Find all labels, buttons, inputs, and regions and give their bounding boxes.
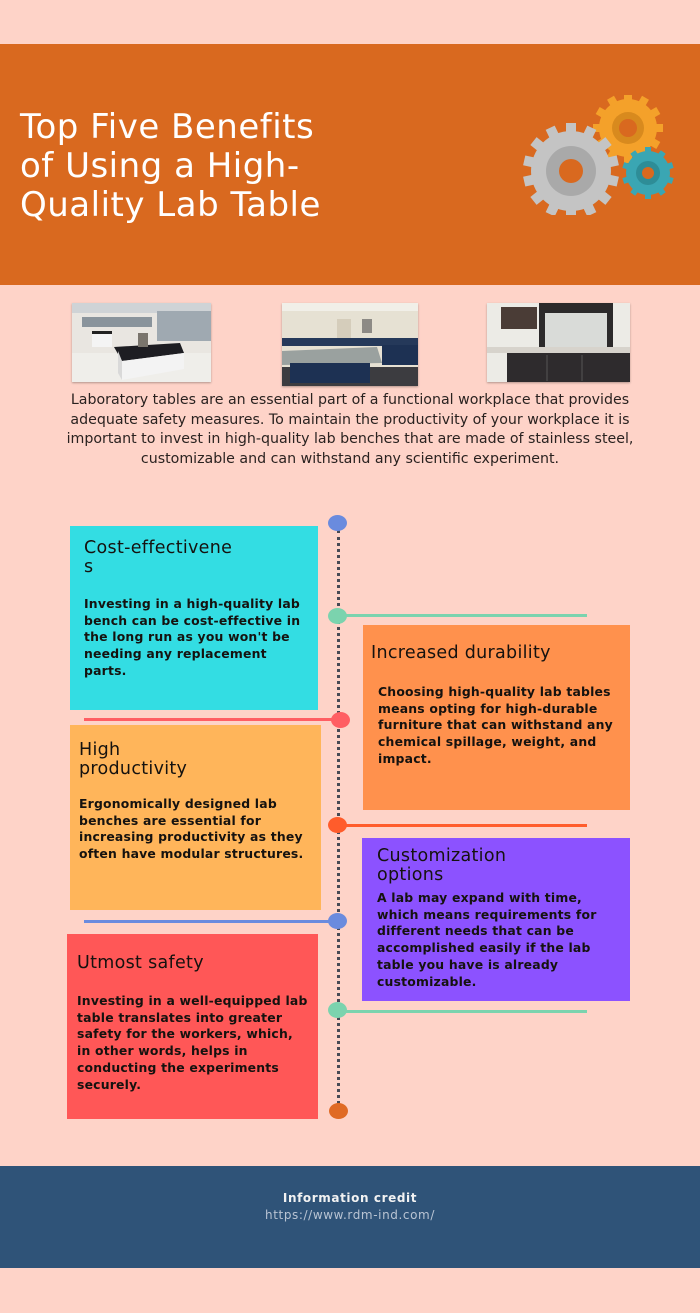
- benefit-card-productivity: [70, 725, 321, 910]
- gear-tooth: [645, 193, 651, 199]
- gear-tooth: [566, 123, 576, 133]
- timeline-dot: [331, 712, 350, 728]
- connector-line: [345, 1010, 587, 1013]
- timeline-dot: [328, 913, 347, 929]
- benefit-text: Investing in a high-quality lab bench can be cost-effective in the long run as you won't be needing any replacement parts.: [84, 596, 301, 678]
- title-line: productivity: [79, 759, 188, 779]
- benefit-title: Increased durability: [371, 643, 551, 663]
- timeline-dot: [328, 515, 347, 531]
- gear-tooth: [645, 147, 651, 153]
- gear-tooth: [566, 209, 576, 215]
- timeline-dot: [328, 817, 347, 833]
- timeline-dot: [328, 608, 347, 624]
- benefit-title: Utmost safety: [77, 953, 204, 973]
- page-title: [20, 108, 520, 225]
- benefit-title: Cost-effectivenes: [84, 538, 233, 577]
- connector-line: [84, 920, 336, 923]
- title-line: of Using a High-: [20, 146, 300, 186]
- connector-line: [345, 824, 587, 827]
- title-line: Customization: [377, 846, 507, 866]
- footer-banner: [0, 1166, 700, 1268]
- gear-tooth: [624, 95, 632, 101]
- title-line: Quality Lab Table: [20, 185, 321, 225]
- benefit-card-durability: [363, 625, 630, 810]
- timeline-dot: [329, 1103, 348, 1119]
- benefit-title: [377, 847, 615, 885]
- benefit-text: A lab may expand with time, which means requirements for different needs that can be accomplished easily if the lab table you have is already customizable.: [377, 890, 597, 989]
- title-line: options: [377, 865, 444, 885]
- fume-hood-photo: [487, 303, 630, 382]
- benefit-card-safety: [67, 934, 318, 1119]
- benefit-card-customization: [362, 838, 630, 1001]
- connector-line: [345, 614, 587, 617]
- benefit-card-cost-effectiveness: [70, 526, 318, 710]
- benefit-text: Investing in a well-equipped lab table translates into greater safety for the workers, which, in other words, helps in conducting the experiments securely.: [77, 993, 308, 1092]
- title-line: High: [79, 740, 121, 760]
- intro-paragraph: Laboratory tables are an essential part of a functional workplace that provides adequate safety measures. To maintain the productivity of your workplace it is important to invest in high-quality lab benches that are made of stainless steel, customizable and can withstand any scientific experiment.: [66, 392, 634, 467]
- credit-url-link[interactable]: https://www.rdm-ind.com/: [265, 1208, 435, 1222]
- gears-icon: [515, 95, 695, 215]
- benefit-text: Choosing high-quality lab tables means opting for high-durable furniture that can withstand any chemical spillage, weight, and impact.: [378, 684, 613, 766]
- lab-room-photo: [72, 303, 211, 382]
- benefit-text: Ergonomically designed lab benches are essential for increasing productivity as they often have modular structures.: [79, 796, 304, 862]
- timeline-dot: [328, 1002, 347, 1018]
- title-line: Top Five Benefits: [20, 107, 315, 147]
- connector-line: [84, 718, 336, 721]
- benefit-title: [79, 741, 312, 779]
- credit-label: Information credit: [282, 1191, 418, 1205]
- gear-tooth: [655, 124, 663, 132]
- lab-bench-photo: [282, 303, 418, 386]
